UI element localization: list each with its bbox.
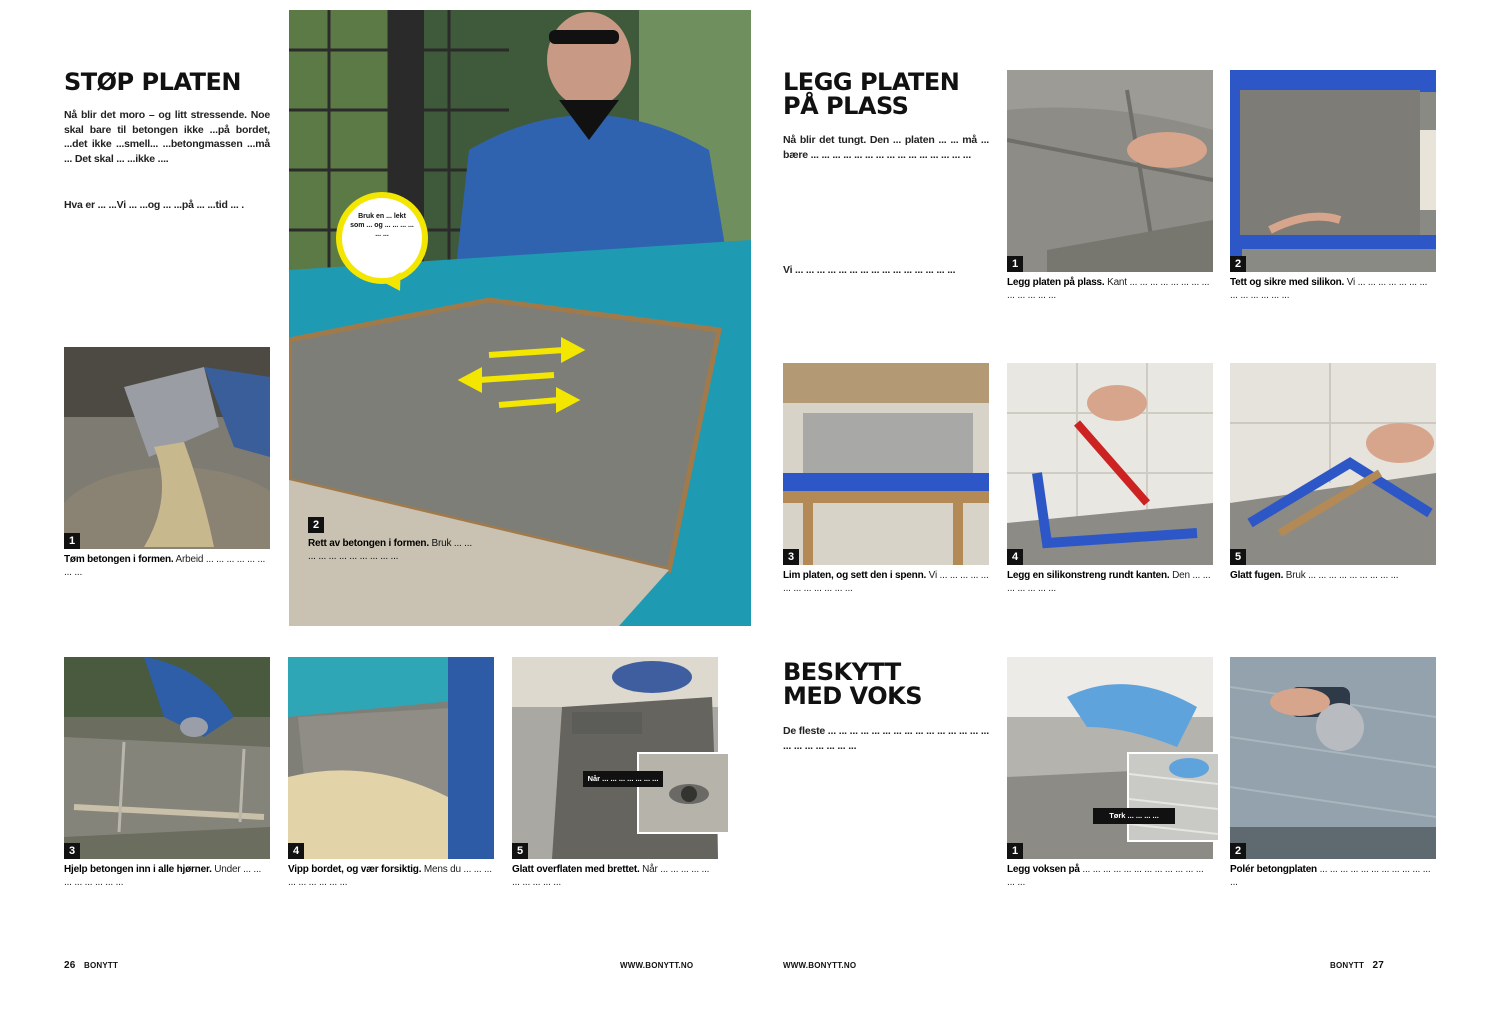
caption-step-5-text: Når ... ... ... ... ... ... ... ... ... ... (512, 864, 710, 888)
wax-intro-text: De fleste ... ... ... ... ... ... ... ... ... ... ... ... ... ... ... ... ... ... ... ... ... ... (783, 725, 989, 752)
photo-step-2-large (289, 10, 751, 626)
photo-step-4 (288, 657, 494, 859)
photo-right-step-1 (1007, 70, 1213, 272)
right-intro-text-2: Vi ... ... ... ... ... ... ... ... ... ... ... ... ... ... ... (783, 264, 956, 276)
right-intro-text: Nå blir det tungt. Den ... platen ... ... må ... bære ... ... ... ... ... ... ... ... ... ... ... ... ... ... ... (783, 134, 989, 161)
photo-right-step-2 (1230, 70, 1436, 272)
caption-step-5-title: Glatt overflaten med brettet. (512, 864, 640, 875)
step-3-number: 3 (64, 843, 80, 859)
photo-right-step-3 (783, 363, 989, 565)
caption-wax-step-1-title: Legg voksen på (1007, 864, 1080, 875)
caption-step-5 (512, 864, 718, 889)
left-footer (64, 960, 118, 971)
caption-step-2-text: Bruk ... ... ... ... ... ... ... ... ... ... ... (308, 538, 472, 562)
caption-step-1-text: Arbeid ... ... ... ... ... ... ... ... (64, 554, 266, 578)
right-step-4-number: 4 (1007, 549, 1023, 565)
tip-bubble-text: Bruk en ... lekt som ... og ... ... ... ... ... ... (350, 213, 414, 238)
tip-bubble (336, 192, 428, 284)
right-footer-magazine: BONYTT (1330, 961, 1365, 970)
step-2-number: 2 (308, 517, 324, 533)
photo-step-3 (64, 657, 270, 859)
caption-wax-step-2 (1230, 864, 1436, 889)
caption-step-2-title: Rett av betongen i formen. (308, 538, 429, 549)
caption-right-step-2-title: Tett og sikre med silikon. (1230, 277, 1345, 288)
caption-step-2 (308, 538, 478, 563)
caption-step-1-title: Tøm betongen i formen. (64, 554, 174, 565)
inset-caption-step-5: Når ... ... ... ... ... ... ... (583, 771, 663, 787)
left-intro-text-2: Hva er ... ...Vi ... ...og ... ...på ... ...tid ... . (64, 199, 244, 211)
wax-inset-caption: Tørk ... ... ... ... (1093, 808, 1175, 824)
caption-right-step-1-title: Legg platen på plass. (1007, 277, 1105, 288)
caption-right-step-1 (1007, 277, 1213, 302)
caption-right-step-5-title: Glatt fugen. (1230, 570, 1284, 581)
wax-heading-line-2: MED VOKS (783, 682, 922, 710)
right-step-5-number: 5 (1230, 549, 1246, 565)
caption-step-3-title: Hjelp betongen inn i alle hjørner. (64, 864, 212, 875)
caption-wax-step-1 (1007, 864, 1213, 889)
step-1-number: 1 (64, 533, 80, 549)
right-step-1-number: 1 (1007, 256, 1023, 272)
caption-right-step-4-title: Legg en silikonstreng rundt kanten. (1007, 570, 1170, 581)
photo-right-step-5 (1230, 363, 1436, 565)
caption-step-4-title: Vipp bordet, og vær forsiktig. (288, 864, 422, 875)
left-intro-text: Nå blir det moro – og litt stressende. Noe skal bare til betongen ikke ...på bordet, ...det ikke ...smell... ...betongmassen ...må ... Det skal ... ...ikke .... (64, 109, 270, 165)
photo-step-1 (64, 347, 270, 549)
wax-heading-line-1: BESKYTT (783, 658, 901, 686)
caption-step-3-text: Under ... ... ... ... ... ... ... ... (64, 864, 262, 888)
caption-wax-step-2-title: Polér betongplaten (1230, 864, 1317, 875)
photo-wax-inset (1127, 752, 1220, 842)
left-footer-page-number: 26 (64, 960, 76, 971)
right-footer-page-number: 27 (1372, 960, 1385, 971)
right-heading-line-1: LEGG PLATEN (783, 68, 960, 96)
caption-right-step-4-text: Den ... ... ... ... ... ... ... (1007, 570, 1211, 594)
caption-right-step-4 (1007, 570, 1213, 595)
caption-right-step-1-text: Kant ... ... ... ... ... ... ... ... ... ... ... ... ... (1007, 277, 1210, 301)
photo-right-step-4 (1007, 363, 1213, 565)
caption-right-step-5-text: Bruk ... ... ... ... ... ... ... ... ... (1285, 570, 1399, 581)
caption-step-3 (64, 864, 270, 889)
caption-step-4 (288, 864, 494, 889)
left-footer-magazine: BONYTT (83, 961, 119, 970)
caption-right-step-3-title: Lim platen, og sett den i spenn. (783, 570, 927, 581)
left-footer-url: WWW.BONYTT.NO (620, 961, 694, 970)
photo-step-5-inset (637, 752, 730, 834)
right-footer (1330, 960, 1384, 971)
caption-right-step-3 (783, 570, 989, 595)
wax-step-2-number: 2 (1230, 843, 1246, 859)
right-footer-url: WWW.BONYTT.NO (783, 961, 857, 970)
left-page-heading: STØP PLATEN (64, 68, 241, 96)
step-4-number: 4 (288, 843, 304, 859)
caption-step-1 (64, 554, 270, 579)
right-step-2-number: 2 (1230, 256, 1246, 272)
caption-wax-step-1-text: ... ... ... ... ... ... ... ... ... ... ... ... ... ... (1007, 864, 1204, 888)
photo-wax-step-2 (1230, 657, 1436, 859)
caption-right-step-3-text: Vi ... ... ... ... ... ... ... ... ... ... ... ... (783, 570, 989, 594)
caption-right-step-5 (1230, 570, 1436, 583)
caption-right-step-2 (1230, 277, 1436, 302)
wax-step-1-number: 1 (1007, 843, 1023, 859)
step-5-number: 5 (512, 843, 528, 859)
right-step-3-number: 3 (783, 549, 799, 565)
right-heading-line-2: PÅ PLASS (783, 92, 909, 120)
caption-step-4-text: Mens du ... ... ... ... ... ... ... ... ... (288, 864, 492, 888)
caption-wax-step-2-text: ... ... ... ... ... ... ... ... ... ... ... ... (1230, 864, 1431, 888)
caption-right-step-2-text: Vi ... ... ... ... ... ... ... ... ... ... ... ... ... (1230, 277, 1428, 301)
